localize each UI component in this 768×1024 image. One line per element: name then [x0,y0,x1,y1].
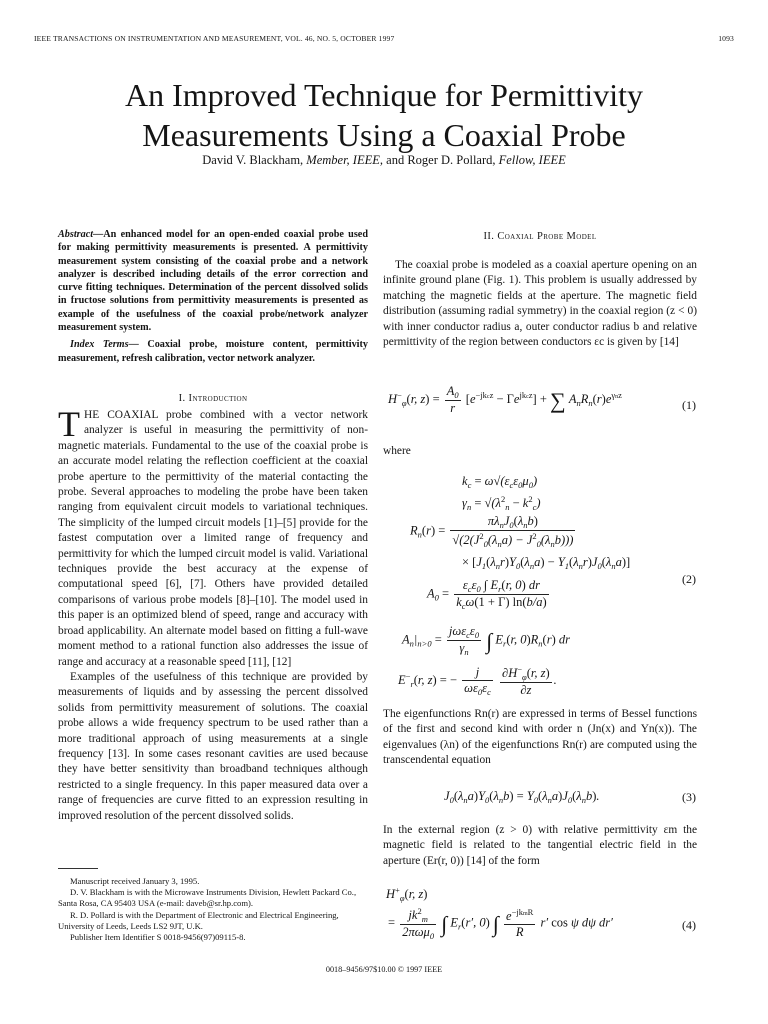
footnote-author-1: D. V. Blackham is with the Microwave Instruments Division, Hewlett Packard Co., Santa Rosa, CA 95403 USA (e-mail: daveb@sr.hp.com). [58,887,357,909]
abstract-text: An enhanced model for an open-ended coaxial probe used for making permittivity measurements is presented. A permittivity measurement system consisting of the coaxial probe and a network analyzer is described including details of the error correction and curve fitting techniques. Determination of the percent dissolved solids in fructose solutions from permittivity measurements is presented as example of the usefulness of the coaxial probe/network analyzer measurement system. [58,229,368,334]
section2-paragraph-1: The coaxial probe is modeled as a coaxial aperture opening on an infinite ground plane (Fig. 1). This problem is usually addressed by matching the magnetic fields at the aperture. The magnetic field distribution (assuming radial symmetry) in the coaxial region (z < 0) with inner conductor radius a, outer conductor radius b and relative permittivity of the region between conductors εc is given by [14] [383,259,697,349]
section2-paragraph-2: The eigenfunctions Rn(r) are expressed in terms of Bessel functions of the first and second kind with order n (Jn(x) and Yn(x)). The eigenvalues (λn) of the eigenfunctions Rn(r) are computed using the transcendental equation [383,708,697,767]
intro-paragraph-1: THE COAXIAL probe combined with a vector network analyzer is useful in measuring the permittivity of non-magnetic materials. Fundamental to the use of the coaxial probe is an accurate model relating the reflection coefficient at the coaxial probe aperture to the permittivity of the material contacting the probe. Several approaches to modeling the probe have been taken ranging from equivalent circuit models to variational techniques. The simplicity of the lumped circuit models [1]–[5] provide for the fastest computation over a limited range of frequency and permittivity for which the lumped circuit model is valid. Variational techniques provide the best accuracy at the expense of computational speed [6], [7]. Others have provided detailed comparisons of various probe models [8]–[10]. The model used in this paper is an optimized blend of speed, range and accuracy with broad applicability. An alternate model based on fitting a full-wave moment method to a rational function also addresses the issue of range and accuracy at a reasonable speed [11], [12] [58,404,368,668]
footnote-rule [58,868,98,869]
index-terms-label: Index Terms— [70,339,139,351]
abstract [58,228,368,365]
section-heading-coaxial-probe-model: II. Coaxial Probe Model [483,231,597,242]
equation-2-number: (2) [682,572,696,586]
introduction-body [58,404,368,824]
paper-title [0,75,768,155]
abstract-label: Abstract— [58,229,104,240]
running-header [34,34,734,43]
title-line-2: Measurements Using a Coaxial Probe [142,117,626,153]
author-1: David V. Blackham, [202,153,304,167]
footnote-received: Manuscript received January 3, 1995. [70,876,200,886]
section-heading-introduction: I. Introduction [178,393,248,404]
author-2: and Roger D. Pollard, [386,153,496,167]
equation-4-number: (4) [682,918,696,932]
equation-3-number: (3) [682,790,696,804]
equation-2-bessel: × $[J_1(\lambda_nr)Y_0(\lambda_na) - Y_1(\lambda_nr)J_0(\lambda_na)]$ [462,555,631,571]
intro-paragraph-2: Examples of the usefulness of this technique are provided by measurements of liquids and by assessing the percent dissolved solids from permittivity measurement of solutions. The coaxial probe allows a wide frequency spectrum to be used rather than a more traditional approach of using measurements at a single frequency [13]. In some cases resonant cavities are used because they have better sensitivity than broadband techniques although restricted to a single frequency. In this paper measured data over a range of frequencies are curve fitted to an expression resulting in improved resolution of the percent dissolved solids. [58,670,368,822]
copyright-line: 0018–9456/97$10.00 © 1997 IEEE [325,965,443,974]
page-number: 1093 [718,34,734,43]
journal-line: IEEE TRANSACTIONS ON INSTRUMENTATION AND MEASUREMENT, VOL. 46, NO. 5, OCTOBER 1997 [34,34,395,43]
author-1-role: Member, IEEE, [306,153,384,167]
equation-4-lhs: $H^+_\varphi(r$, z) [386,885,428,903]
equation-4-rhs: = $\frac{jk^2_m}{2\pi\omega\mu_0}$ ∫ $E_r(r'$, 0) ∫ $\frac{e^{-jkmR}}{R}$ r′ cos ψ dψ dr′ [388,906,613,941]
where-label: where [383,445,411,457]
author-2-role: Fellow, IEEE [498,153,566,167]
footnotes [58,876,368,943]
equation-2-a0: $A_0$ = $\frac{\varepsilon_c\varepsilon_0 \int E_r(r, 0) dr}{k_c\omega(1 + \Gamma) \ln(b/a)}$ [427,578,547,611]
equation-1: $H^-_\varphi(r$, z) = $\frac{A_0}{r}$ $[e^{-jkcz} - \Gamma e^{jkcz}]$ + ∑ $A_nR_n(r)e^{\gamma nz}$ [388,384,622,415]
drop-cap: T [58,404,80,444]
footnote-identifier: Publisher Item Identifier S 0018-9456(97)09115-8. [70,932,246,943]
equation-2-rn: $R_n(r)$ = $\frac{\pi\lambda_nJ_0(\lambda_nb)}{√(2(J^2_0(\lambda_na) - J^2_0(\lambda_nb)))}$ [410,514,574,549]
author-line [0,153,768,168]
equation-2-gamma: $\gamma_n = √(\lambda^2_n - k^2_c)$ [462,494,541,512]
equation-2-er: $E^-_r(r$, z) = − $\frac{j}{\omega\varepsilon_0\varepsilon_c}$ $\frac{\partial H^-_\varphi(r, z)}{\partial z}$ . [398,664,557,697]
equation-2-kc: $k_c = \omega√(\varepsilon_c\varepsilon_0\mu_0)$ [462,474,538,490]
section2-paragraph-3: In the external region (z > 0) with relative permittivity εm the magnetic field is related to the tangential electric field in the aperture (Er(r, 0)) [14] of the form [383,824,697,867]
footnote-author-2: R. D. Pollard is with the Department of Electronic and Electrical Engineering, University of Leeds, Leeds LS2 9JT, U.K. [58,909,339,931]
index-terms-text: Coaxial probe, moisture content, permittivity measurement, refresh calibration, vector network analyzer. [58,339,368,364]
equation-3: $J_0(\lambda_na)Y_0(\lambda_nb) = Y_0(\lambda_na)J_0(\lambda_nb)$. [444,789,600,805]
title-line-1: An Improved Technique for Permittivity [125,77,643,113]
equation-2-an: $A_n|_{n>0}$ = $\frac{j\omega\varepsilon_c\varepsilon_0}{\gamma_n}$ ∫ $E_r(r$, $0)R_n(r)$ dr [402,624,571,657]
equation-1-number: (1) [682,398,696,412]
